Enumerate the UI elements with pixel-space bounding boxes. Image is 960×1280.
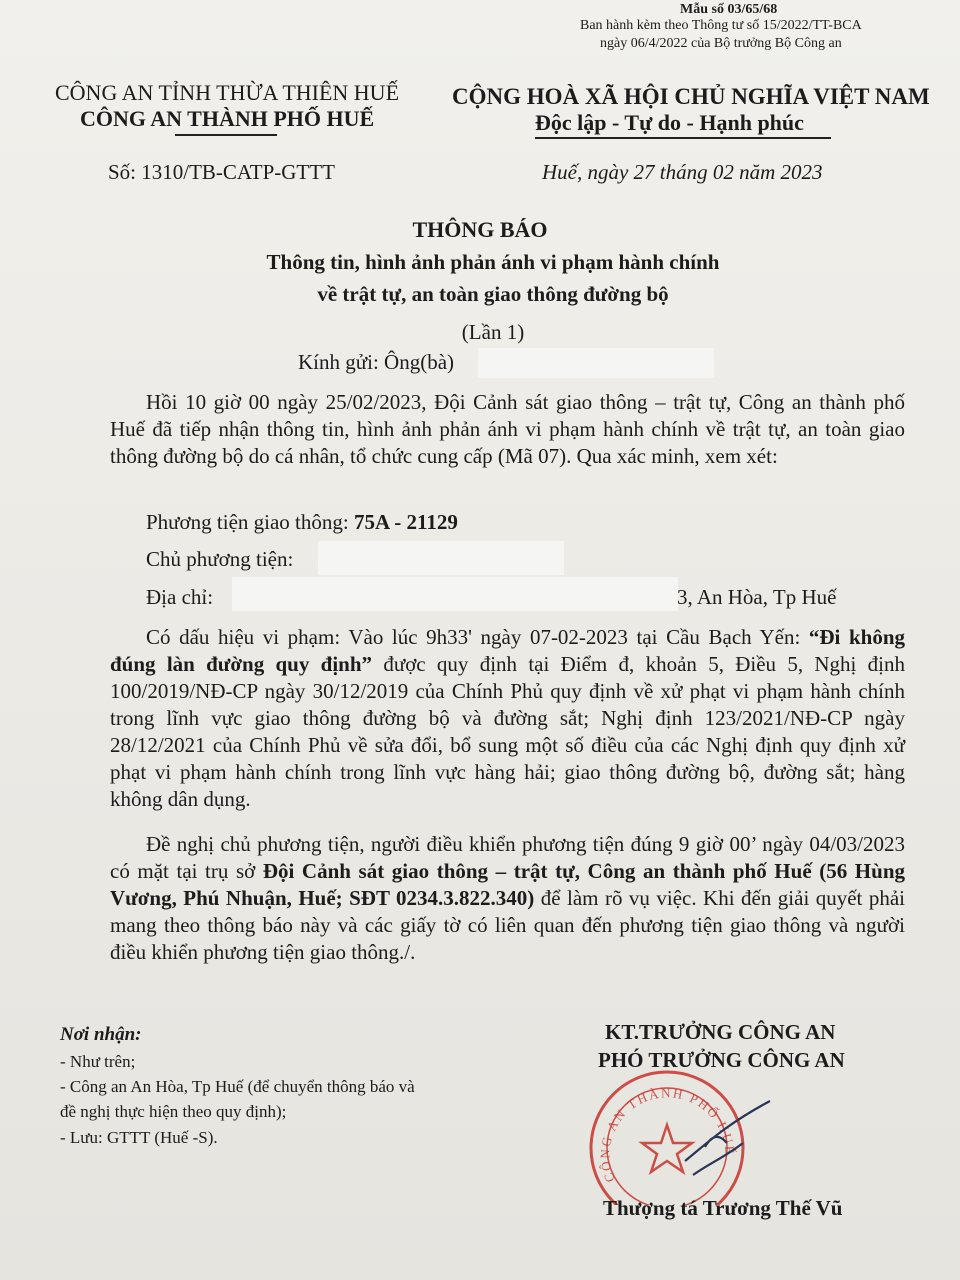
- receiver-item: - Như trên;: [60, 1052, 136, 1071]
- receiver-item: - Công an An Hòa, Tp Huế (để chuyển thông báo và: [60, 1077, 415, 1096]
- receivers-title: Nơi nhận:: [60, 1024, 142, 1045]
- org-parent: CÔNG AN TỈNH THỪA THIÊN HUẾ: [55, 80, 400, 105]
- vehicle-line: [146, 510, 458, 535]
- document-number: Số: 1310/TB-CATP-GTTT: [108, 160, 335, 184]
- redacted-recipient: [478, 348, 714, 378]
- owner-label: Chủ phương tiện:: [146, 547, 294, 571]
- form-number: Mẫu số 03/65/68: [680, 2, 778, 17]
- request-text-b: để làm rõ vụ việc. Khi đến giải quyết phải mang theo thông báo này và các giấy tờ có liên quan đến phương tiện giao thông và người điều khiển phương tiện giao thông./.: [110, 886, 905, 964]
- address-label: Địa chỉ:: [146, 585, 214, 609]
- place-date: Huế, ngày 27 tháng 02 năm 2023: [542, 160, 823, 184]
- vehicle-plate: 75A - 21129: [353, 510, 458, 534]
- request-office: Đội Cảnh sát giao thông – trật tự, Công an thành phố Huế (56 Hùng Vương, Phú Nhuận, Huế; SĐT 0234.3.822.340): [110, 859, 906, 910]
- seal-text: CÔNG AN THÀNH PHỐ HUẾ: [597, 1085, 738, 1185]
- request-text-a: Đề nghị chủ phương tiện, người điều khiển phương tiện đúng 9 giờ 00’ ngày 04/03/2023 có mặt tại trụ sở: [110, 832, 905, 883]
- paragraph-violation: [110, 624, 905, 813]
- signature-line-1: KT.TRƯỞNG CÔNG AN: [605, 1020, 836, 1044]
- notice-round: (Lần 1): [461, 320, 525, 344]
- redacted-address: [232, 577, 678, 611]
- org-underline: [175, 134, 277, 136]
- nation-title: CỘNG HOÀ XÃ HỘI CHỦ NGHĨA VIỆT NAM: [452, 84, 930, 109]
- redacted-owner: [318, 541, 564, 575]
- recipient-label: Kính gửi: Ông(bà): [298, 350, 455, 374]
- receiver-item: - Lưu: GTTT (Huế -S).: [60, 1128, 218, 1147]
- signature-line-2: PHÓ TRƯỞNG CÔNG AN: [598, 1048, 845, 1072]
- motto-underline: [535, 137, 831, 139]
- violation-text-b: được quy định tại Điểm đ, khoản 5, Điều 5, Nghị định 100/2019/NĐ-CP ngày 30/12/2019 của Chính Phủ quy định về xử phạt vi phạm hành chính trong lĩnh vực giao thông đường bộ và đường sắt; Nghị định 123/2021/NĐ-CP ngày 28/12/2021 của Chính Phủ về sửa đổi, bổ sung một số điều của các Nghị định quy định xử phạt vi phạm hành chính trong lĩnh vực hàng hải; giao thông đường bộ, đường sắt; hàng không dân dụng.: [110, 652, 906, 811]
- official-seal-icon: [575, 1065, 775, 1205]
- violation-text-a: Có dấu hiệu vi phạm: Vào lúc 9h33' ngày 07-02-2023 tại Cầu Bạch Yến:: [146, 625, 809, 649]
- owner-line: [146, 547, 293, 572]
- document-subtitle-1: Thông tin, hình ảnh phản ánh vi phạm hành chính: [266, 250, 720, 274]
- receiver-item: đề nghị thực hiện theo quy định);: [60, 1102, 287, 1121]
- motto: Độc lập - Tự do - Hạnh phúc: [535, 110, 804, 135]
- org-unit: CÔNG AN THÀNH PHỐ HUẾ: [80, 106, 375, 131]
- paragraph-intro: Hồi 10 giờ 00 ngày 25/02/2023, Đội Cảnh sát giao thông – trật tự, Công an thành phố Huế đã tiếp nhận thông tin, hình ảnh phản ánh vi phạm hành chính về trật tự, an toàn giao thông đường bộ do cá nhân, tổ chức cung cấp (Mã 07). Qua xác minh, xem xét:: [110, 390, 905, 468]
- address-tail: 3, An Hòa, Tp Huế: [677, 585, 837, 609]
- form-issued-line2: ngày 06/4/2022 của Bộ trưởng Bộ Công an: [600, 36, 842, 51]
- vehicle-label: Phương tiện giao thông:: [146, 510, 354, 534]
- signer-name: Thượng tá Trương Thế Vũ: [603, 1196, 843, 1220]
- document-subtitle-2: về trật tự, an toàn giao thông đường bộ: [317, 282, 669, 306]
- document-title: THÔNG BÁO: [412, 217, 548, 242]
- paragraph-request: [110, 831, 905, 966]
- violation-name: “Đi không đúng làn đường quy định”: [110, 625, 905, 676]
- form-issued-line1: Ban hành kèm theo Thông tư số 15/2022/TT-BCA: [580, 18, 862, 33]
